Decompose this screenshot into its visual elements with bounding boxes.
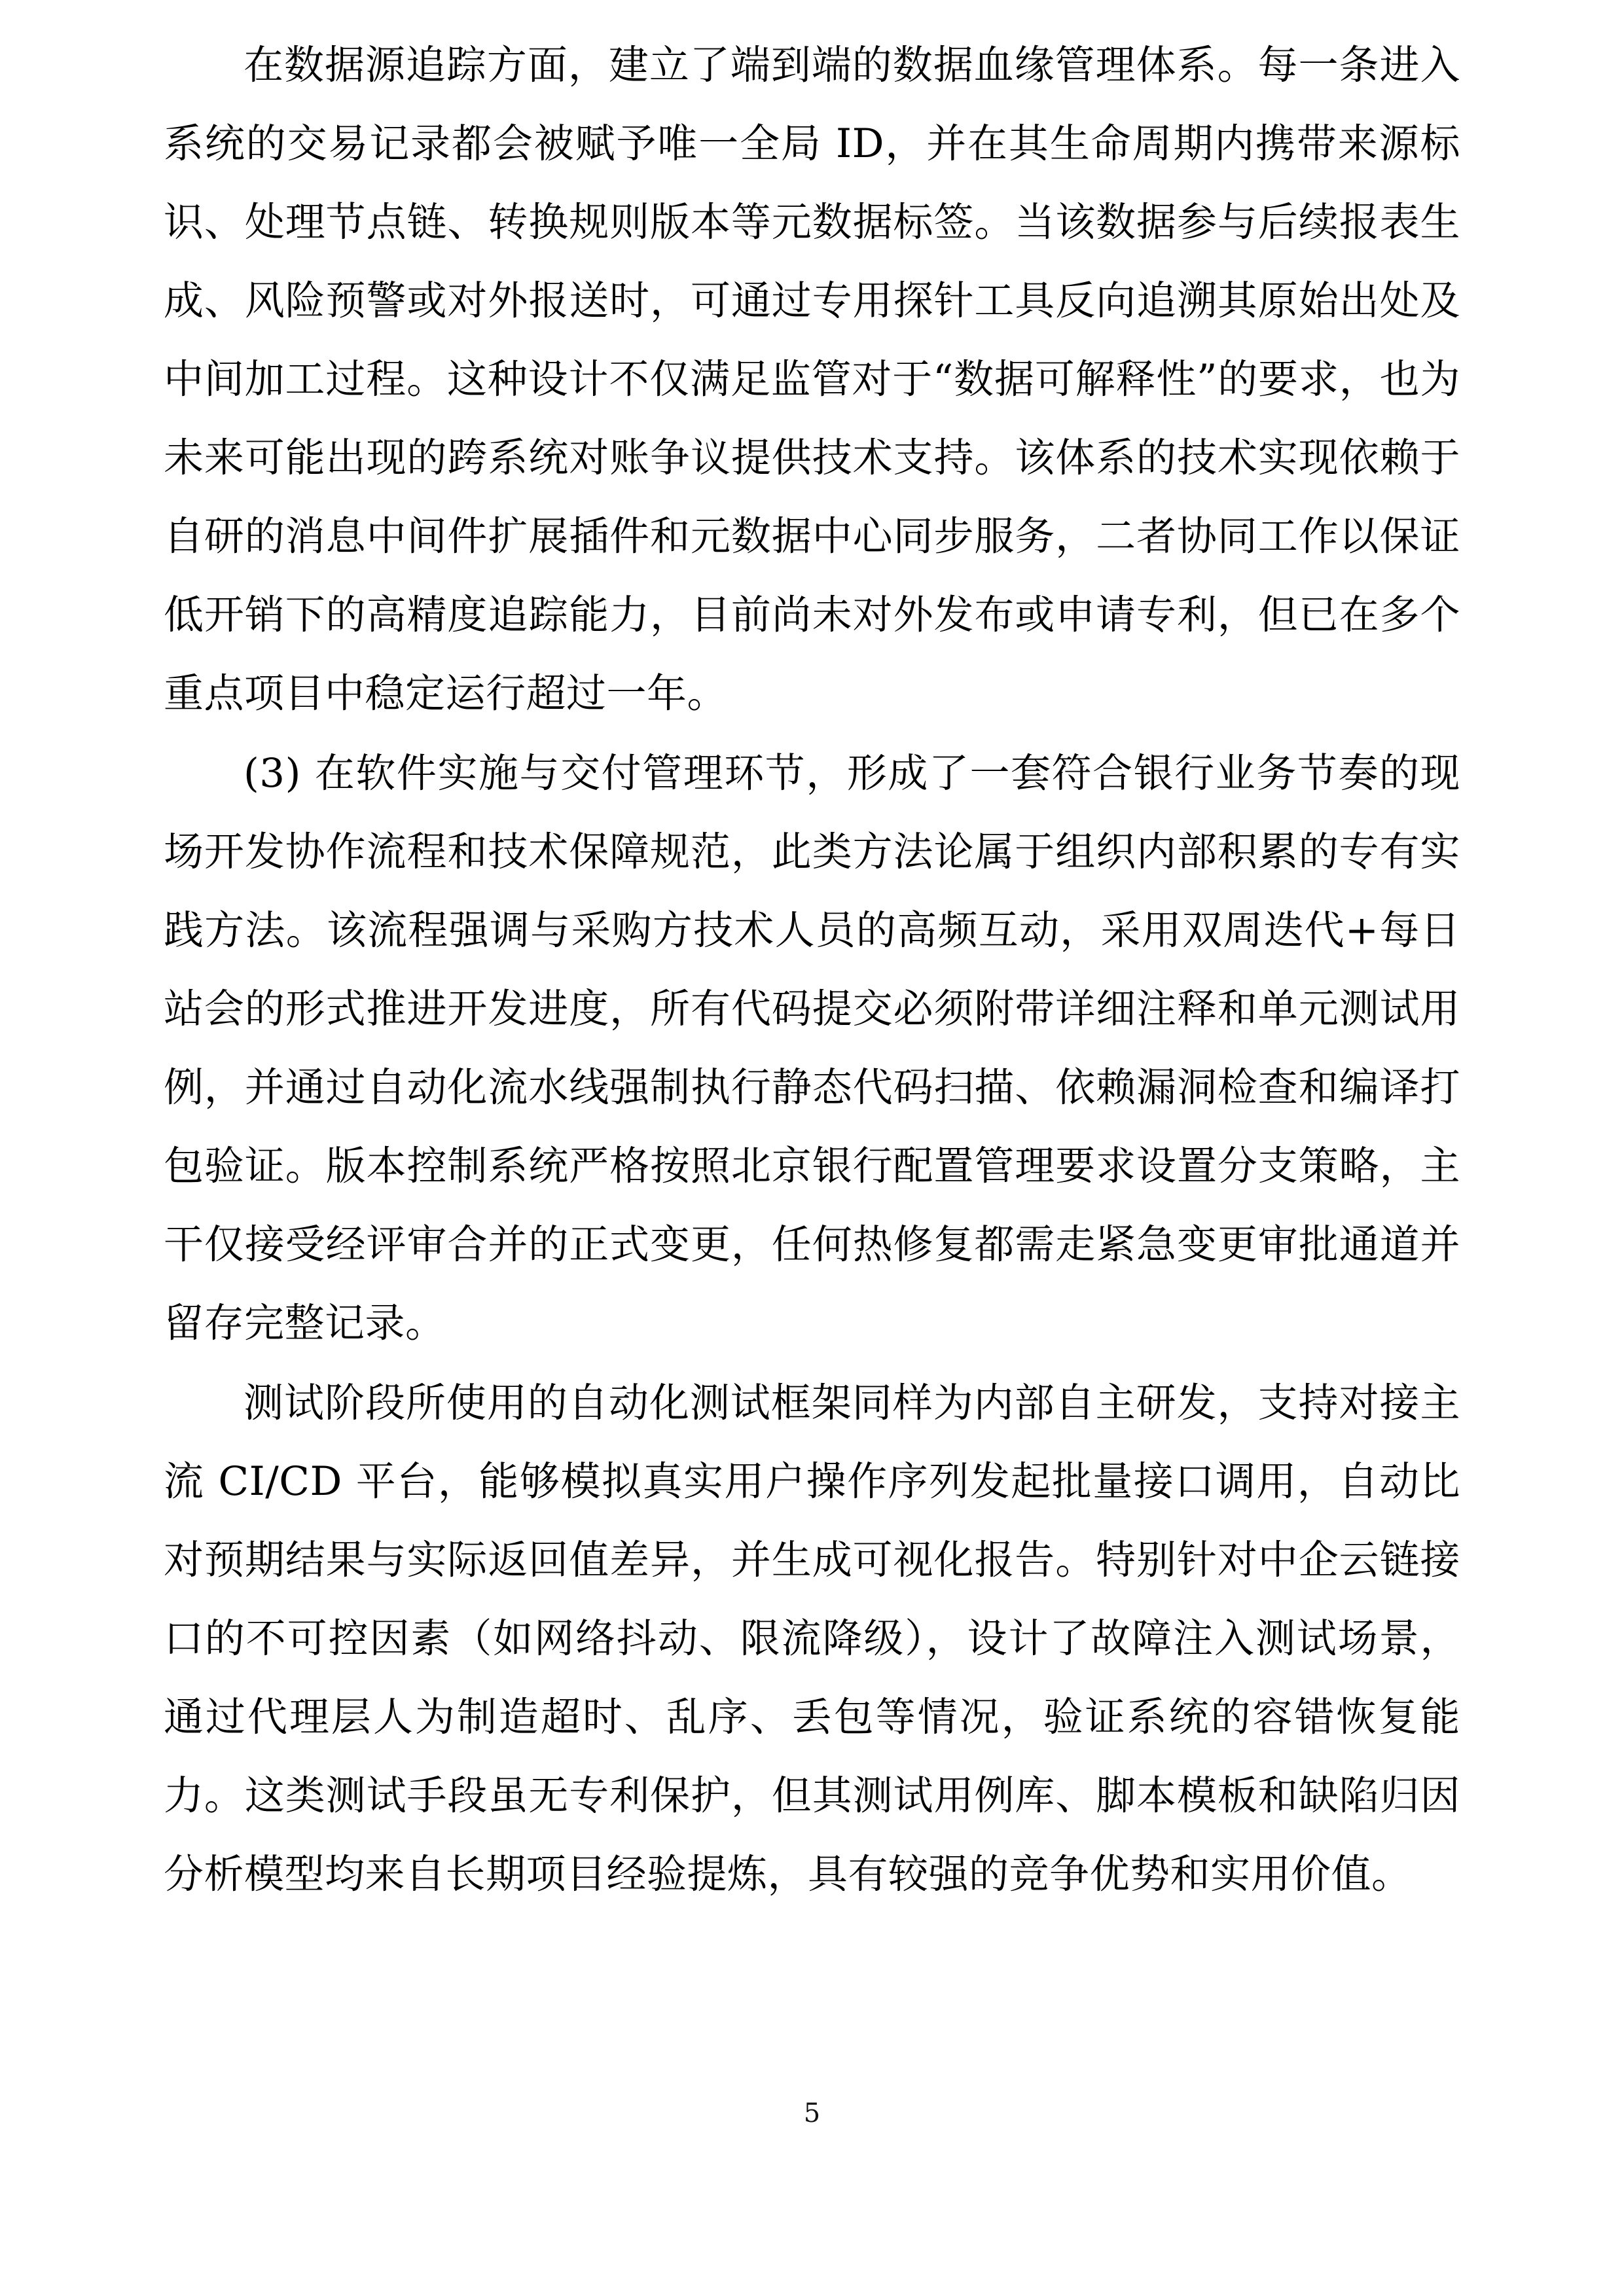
paragraph-data-lineage: 在数据源追踪方面，建立了端到端的数据血缘管理体系。每一条进入系统的交易记录都会被赋予唯一全局 ID，并在其生命周期内携带来源标识、处理节点链、转换规则版本等元数据标签。当该数据参与后续报表生成、风险预警或对外报送时，可通过专用探针工具反向追溯其原始出处及中间加工过程。这种设计不仅满足监管对于“数据可解释性”的要求，也为未来可能出现的跨系统对账争议提供技术支持。该体系的技术实现依赖于自研的消息中间件扩展插件和元数据中心同步服务，二者协同工作以保证低开销下的高精度追踪能力，目前尚未对外发布或申请专利，但已在多个重点项目中稳定运行超过一年。 bbox=[164, 42, 1460, 717]
page-number: 5 bbox=[803, 2098, 821, 2128]
document-body bbox=[164, 26, 1460, 1914]
paragraph-delivery-management: (3) 在软件实施与交付管理环节，形成了一套符合银行业务节奏的现场开发协作流程和技术保障规范，此类方法论属于组织内部积累的专有实践方法。该流程强调与采购方技术人员的高频互动，采用双周迭代+每日站会的形式推进开发进度，所有代码提交必须附带详细注释和单元测试用例，并通过自动化流水线强制执行静态代码扫描、依赖漏洞检查和编译打包验证。版本控制系统严格按照北京银行配置管理要求设置分支策略，主干仅接受经评审合并的正式变更，任何热修复都需走紧急变更审批通道并留存完整记录。 bbox=[164, 750, 1460, 1346]
paragraph-test-framework: 测试阶段所使用的自动化测试框架同样为内部自主研发，支持对接主流 CI/CD 平台，能够模拟真实用户操作序列发起批量接口调用，自动比对预期结果与实际返回值差异，并生成可视化报告。特别针对中企云链接口的不可控因素（如网络抖动、限流降级），设计了故障注入测试场景，通过代理层人为制造超时、乱序、丢包等情况，验证系统的容错恢复能力。这类测试手段虽无专利保护，但其测试用例库、脚本模板和缺陷归因分析模型均来自长期项目经验提炼，具有较强的竞争优势和实用价值。 bbox=[164, 1380, 1460, 1897]
